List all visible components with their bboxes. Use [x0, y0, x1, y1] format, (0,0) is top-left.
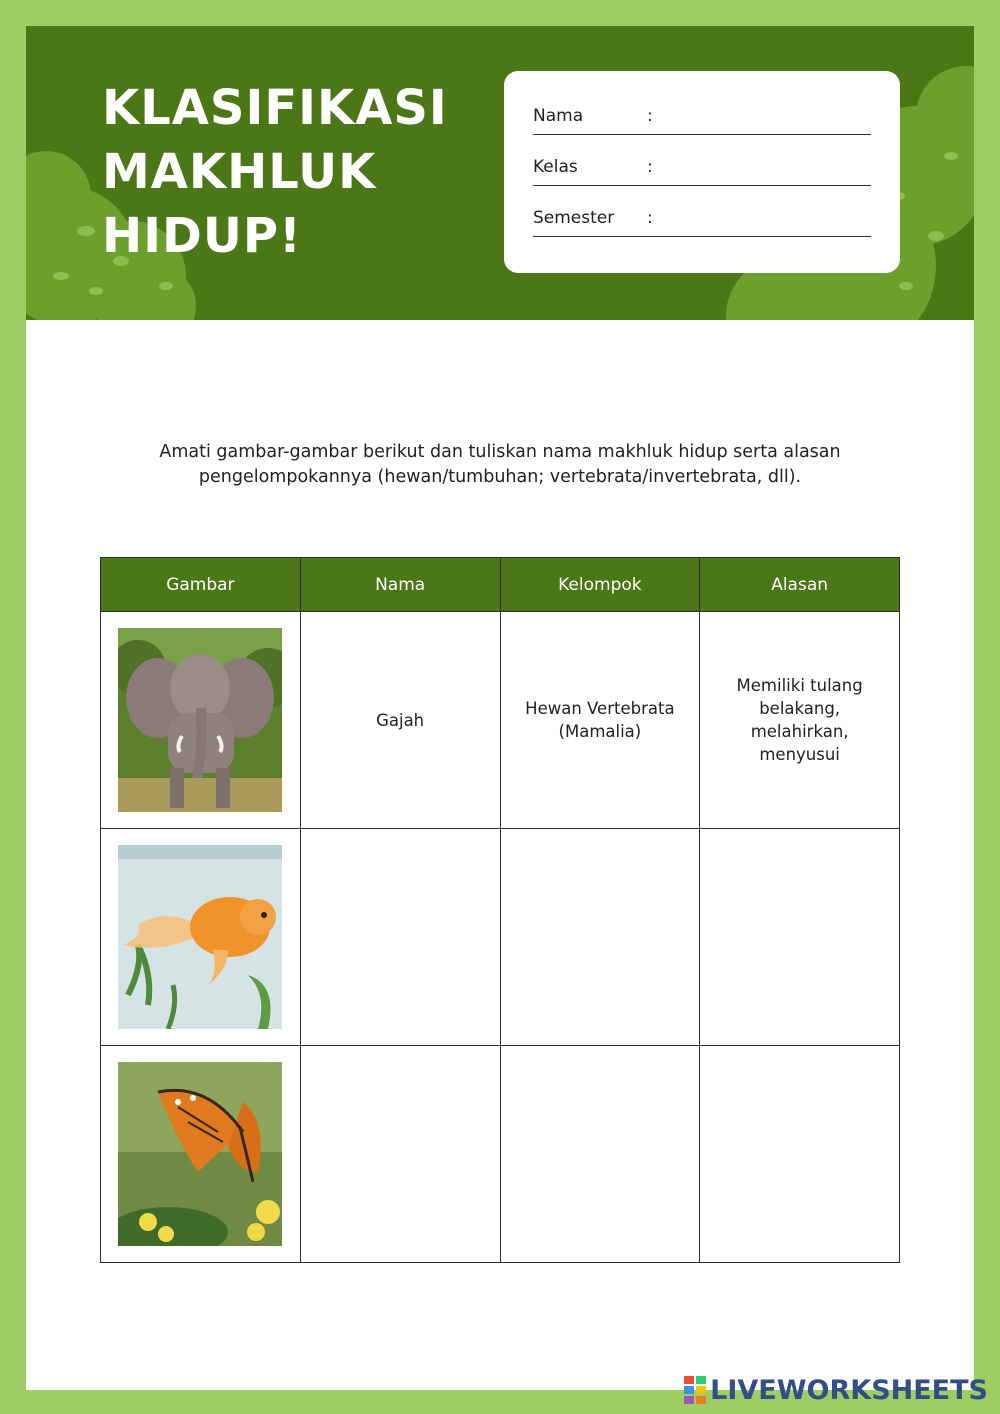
name-label: Nama	[533, 106, 584, 126]
title-line: MAKHLUK	[102, 144, 377, 200]
class-label: Kelas	[533, 157, 578, 177]
name-colon: :	[647, 106, 653, 126]
semester-field[interactable]	[533, 200, 871, 237]
table-row	[101, 612, 900, 829]
worksheet-title	[102, 76, 448, 268]
alasan-cell[interactable]: Memiliki tulang belakang, melahirkan, menyusui	[700, 612, 900, 829]
header-gambar: Gambar	[101, 558, 301, 612]
image-cell	[101, 1046, 301, 1263]
watermark-text: LIVEWORKSHEETS	[710, 1374, 988, 1406]
kelompok-cell[interactable]: Hewan Vertebrata (Mamalia)	[500, 612, 700, 829]
classification-table	[100, 557, 900, 1263]
class-field[interactable]	[533, 149, 871, 186]
image-cell	[101, 612, 301, 829]
liveworksheets-logo-icon	[684, 1376, 706, 1404]
title-line: KLASIFIKASI	[102, 80, 448, 136]
table-header-row	[101, 558, 900, 612]
title-line: HIDUP!	[102, 208, 302, 264]
liveworksheets-watermark	[684, 1374, 988, 1406]
instructions-text: Amati gambar-gambar berikut dan tuliskan nama makhluk hidup serta alasan pengelompokannya (hewan/tumbuhan; vertebrata/invertebrata, dll).	[159, 442, 841, 487]
semester-label: Semester	[533, 208, 615, 228]
table-row	[101, 829, 900, 1046]
header-kelompok: Kelompok	[500, 558, 700, 612]
semester-colon: :	[647, 208, 653, 228]
nama-cell[interactable]	[300, 1046, 500, 1263]
alasan-cell[interactable]	[700, 1046, 900, 1263]
worksheet-page	[26, 26, 974, 1390]
alasan-cell[interactable]	[700, 829, 900, 1046]
goldfish-photo	[118, 845, 282, 1029]
image-cell	[101, 829, 301, 1046]
name-field[interactable]	[533, 98, 871, 135]
header-banner	[26, 26, 974, 320]
header-alasan: Alasan	[700, 558, 900, 612]
butterfly-photo	[118, 1062, 282, 1246]
header-nama: Nama	[300, 558, 500, 612]
nama-cell[interactable]: Gajah	[300, 612, 500, 829]
table-row	[101, 1046, 900, 1263]
class-colon: :	[647, 157, 653, 177]
elephant-photo	[118, 628, 282, 812]
nama-cell[interactable]	[300, 829, 500, 1046]
kelompok-cell[interactable]	[500, 829, 700, 1046]
kelompok-cell[interactable]	[500, 1046, 700, 1263]
student-info-card	[504, 71, 900, 273]
